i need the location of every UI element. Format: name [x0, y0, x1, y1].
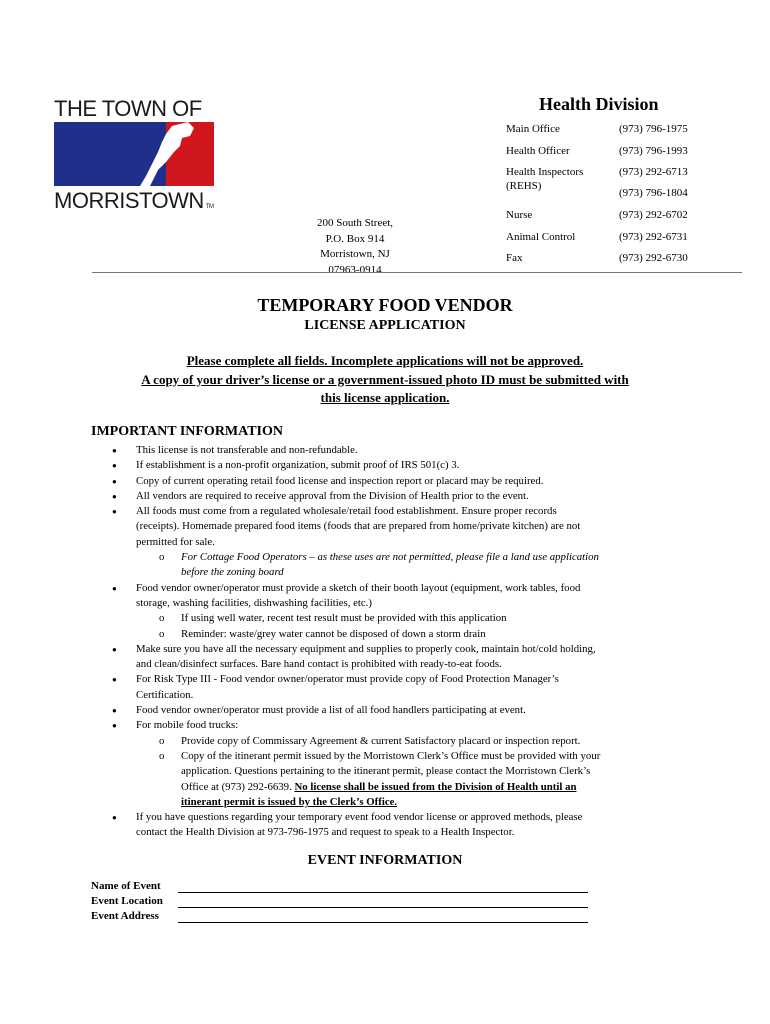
important-info-heading: IMPORTANT INFORMATION: [91, 424, 284, 439]
contact-label-line: (REHS): [506, 180, 542, 192]
contact-row: [506, 165, 706, 208]
notice-line: Please complete all fields. Incomplete applications will not be approved.: [186, 353, 584, 368]
sub-list-item: [112, 749, 682, 810]
list-item: [112, 703, 682, 718]
contact-row: [506, 208, 706, 230]
sub-bullet-icon: o: [159, 749, 165, 762]
submission-notice: [92, 352, 678, 408]
event-location-field[interactable]: [178, 907, 588, 908]
sub-item-text-emphasis: No license shall be issued from the Division of Health until an: [294, 780, 577, 793]
bullet-icon: ●: [112, 813, 117, 823]
contact-row: [506, 122, 706, 144]
sub-list-item: [112, 627, 682, 642]
sub-bullet-icon: o: [159, 551, 165, 564]
list-item-text: Food vendor owner/operator must provide a list of all food handlers participating at event.: [136, 704, 526, 717]
contact-row: [506, 144, 706, 166]
sub-item-text: before the zoning board: [181, 566, 284, 579]
list-item: [112, 672, 682, 703]
event-name-label: Name of Event: [91, 880, 161, 892]
sub-list-item: [112, 550, 682, 581]
contact-label-line: Health Inspectors: [506, 166, 584, 178]
bullet-icon: ●: [112, 583, 117, 593]
health-division-title: Health Division: [539, 94, 659, 114]
list-item: [112, 581, 682, 612]
event-location-label: Event Location: [91, 895, 163, 907]
contact-label: Health Officer: [506, 144, 570, 157]
list-item-text: Make sure you have all the necessary equipment and supplies to properly cook, maintain hot/cold holding,: [136, 642, 596, 655]
bullet-icon: ●: [112, 706, 117, 716]
contact-phone: (973) 292-6702: [619, 209, 688, 221]
list-item: [112, 810, 682, 841]
event-info-heading: EVENT INFORMATION: [307, 853, 463, 868]
list-item-text: contact the Health Division at 973-796-1975 and request to speak to a Health Inspector.: [136, 826, 515, 839]
bullet-icon: ●: [112, 507, 117, 517]
sub-item-text: Reminder: waste/grey water cannot be disposed of down a storm drain: [181, 627, 486, 640]
list-item-text: For mobile food trucks:: [136, 719, 239, 732]
event-name-field[interactable]: [178, 892, 588, 893]
contact-directory: [506, 122, 706, 273]
important-info-list: [112, 443, 682, 841]
list-item-text: This license is not transferable and non-refundable.: [136, 444, 358, 456]
notice-line: A copy of your driver’s license or a government-issued photo ID must be submitted with: [141, 371, 629, 387]
logo-bottom-word: MORRISTOWN: [54, 188, 204, 213]
list-item-text: If you have questions regarding your temporary event food vendor license or approved methods, please: [136, 811, 583, 824]
logo-flag-graphic: [54, 122, 214, 186]
list-item-text: Certification.: [136, 688, 194, 701]
sub-item-text: [181, 780, 682, 795]
list-item-text: and clean/disinfect surfaces. Bare hand contact is prohibited with ready-to-eat foods.: [136, 658, 502, 671]
contact-label: Fax: [506, 252, 523, 264]
bullet-icon: ●: [112, 721, 117, 731]
event-name-row: [91, 880, 591, 895]
address-line: 200 South Street,: [316, 217, 394, 229]
list-item-text: All foods must come from a regulated wholesale/retail food establishment. Ensure proper records: [136, 505, 557, 518]
mailing-address: [300, 216, 410, 278]
sub-list-item: [112, 611, 682, 626]
sub-item-text: For Cottage Food Operators – as these uses are not permitted, please file a land use application: [181, 551, 599, 564]
list-item: [112, 474, 682, 489]
list-item-text: storage, washing facilities, dishwashing facilities, etc.): [136, 596, 372, 609]
contact-phone: (973) 292-6730: [619, 252, 688, 264]
bullet-icon: ●: [112, 491, 117, 501]
list-item: [112, 642, 682, 673]
bullet-icon: ●: [112, 461, 117, 471]
list-item: [112, 504, 682, 550]
bullet-icon: ●: [112, 446, 117, 455]
bullet-icon: ●: [112, 476, 117, 486]
sub-list-item: [112, 734, 682, 749]
logo-top-text: THE TOWN OF: [54, 96, 202, 121]
list-item-text: If establishment is a non-profit organization, submit proof of IRS 501(c) 3.: [136, 459, 460, 472]
list-item-text: All vendors are required to receive approval from the Division of Health prior to the event.: [136, 489, 529, 502]
address-line: Morristown, NJ: [320, 248, 390, 260]
contact-row: [506, 230, 706, 252]
list-item: [112, 718, 682, 733]
sub-item-text: Copy of the itinerant permit issued by the Morristown Clerk’s Office must be provided with your: [181, 749, 601, 762]
form-title: TEMPORARY FOOD VENDOR: [257, 295, 513, 315]
header-divider: [92, 272, 742, 273]
sub-bullet-icon: o: [159, 627, 165, 640]
sub-item-text: application. Questions pertaining to the itinerant permit, please contact the Morristown Clerk’s: [181, 765, 591, 778]
contact-label: Nurse: [506, 209, 533, 221]
contact-label: Animal Control: [506, 230, 576, 243]
contact-phone: (973) 796-1804: [619, 187, 688, 199]
event-address-label: Event Address: [91, 910, 159, 922]
list-item-text: permitted for sale.: [136, 535, 215, 548]
bullet-icon: ●: [112, 644, 117, 654]
list-item: [112, 443, 682, 458]
notice-line: this license application.: [320, 390, 450, 405]
event-location-row: [91, 895, 591, 910]
list-item-text: Copy of current operating retail food license and inspection report or placard may be required.: [136, 474, 544, 487]
event-address-row: [91, 910, 591, 925]
logo-bottom-text: [54, 188, 213, 214]
sub-item-text-emphasis: itinerant permit is issued by the Clerk’s Office.: [181, 795, 398, 808]
list-item: [112, 489, 682, 504]
contact-phone: (973) 796-1993: [619, 144, 688, 157]
sub-item-text: Provide copy of Commissary Agreement & current Satisfactory placard or inspection report.: [181, 734, 581, 747]
address-line: 07963-0914: [328, 263, 382, 276]
event-address-field[interactable]: [178, 922, 588, 923]
sub-item-text: If using well water, recent test result must be provided with this application: [181, 612, 507, 625]
list-item-text: For Risk Type III - Food vendor owner/operator must provide copy of Food Protection Manager’s: [136, 673, 559, 686]
sub-bullet-icon: o: [159, 612, 165, 625]
list-item-text: Food vendor owner/operator must provide a sketch of their booth layout (equipment, work tables, food: [136, 581, 581, 594]
bullet-icon: ●: [112, 675, 117, 685]
address-line: P.O. Box 914: [325, 232, 385, 245]
sub-item-text-plain: Office at (973) 292-6639.: [181, 780, 295, 793]
town-logo: [54, 96, 224, 214]
logo-trademark: TM: [205, 204, 214, 210]
sub-bullet-icon: o: [159, 734, 165, 747]
form-subtitle: LICENSE APPLICATION: [304, 318, 466, 333]
contact-label: Main Office: [506, 123, 560, 135]
contact-label: [506, 165, 583, 193]
list-item-text: (receipts). Homemade prepared food items (foods that are prepared from home/private kitchen) are not: [136, 520, 581, 533]
contact-phone: (973) 292-6731: [619, 230, 688, 243]
contact-phone: (973) 292-6713: [619, 166, 688, 178]
list-item: [112, 458, 682, 473]
contact-row: [506, 251, 706, 273]
contact-phone: (973) 796-1975: [619, 123, 688, 135]
